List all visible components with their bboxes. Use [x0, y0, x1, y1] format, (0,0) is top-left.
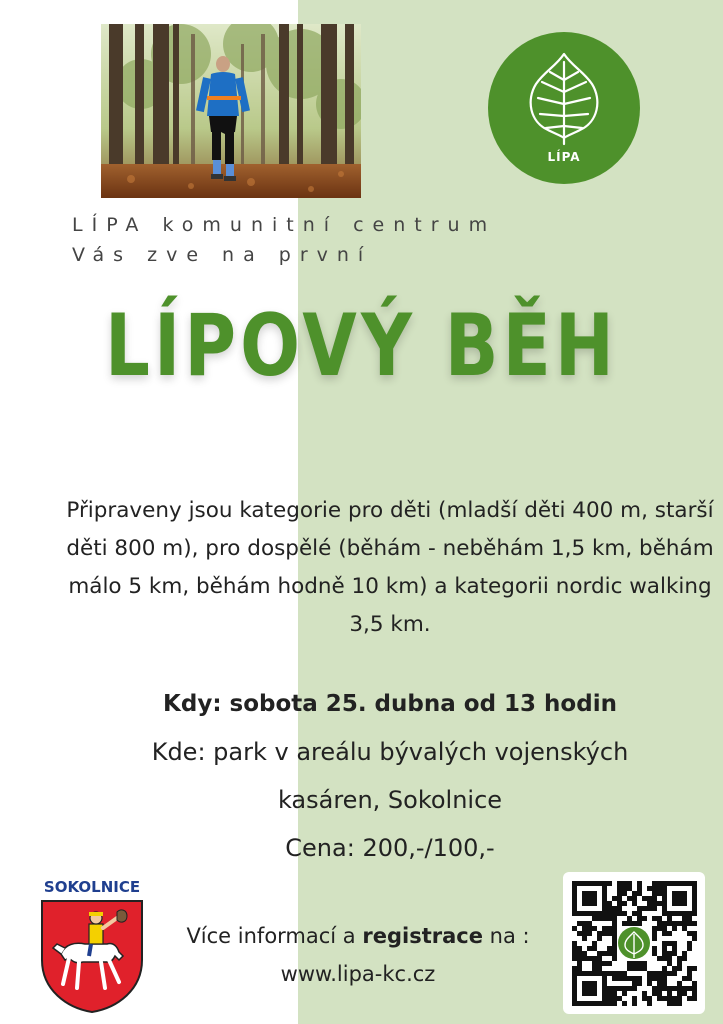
event-title: LÍPOVÝ BĚH: [104, 296, 619, 396]
event-description: Připraveny jsou kategorie pro děti (mladší děti 400 m, starší děti 800 m), pro dospělé (běhám - neběhám 1,5 km, běhám málo 5 km, běhám hodně 10 km) a kategorii nordic walking 3,5 km.: [66, 498, 714, 637]
intro-line-1: LÍPA komunitní centrum: [72, 214, 497, 236]
intro-line-2: Vás zve na první: [72, 244, 373, 266]
event-location-line-1: Kde: park v areálu bývalých vojenských: [151, 738, 629, 766]
website-link[interactable]: www.lipa-kc.cz: [280, 962, 436, 986]
logo-text: LÍPA: [547, 150, 581, 164]
more-info-prefix: Více informací a: [186, 924, 363, 948]
lipa-logo: [488, 32, 640, 184]
more-info: [148, 917, 568, 993]
event-location-line-2: kasáren, Sokolnice: [277, 786, 503, 814]
qr-code[interactable]: [563, 872, 705, 1014]
sokolnice-coat-of-arms: [39, 898, 145, 1014]
event-date: Kdy: sobota 25. dubna od 13 hodin: [163, 691, 617, 717]
runner-photo: [101, 24, 361, 198]
qr-code-icon: [563, 872, 705, 1014]
crest-label: SOKOLNICE: [43, 878, 141, 896]
more-info-suffix: na :: [482, 924, 530, 948]
sokolnice-crest: [36, 878, 148, 1018]
registration-label: registrace: [362, 924, 483, 948]
event-price: Cena: 200,-/100,-: [285, 834, 495, 862]
